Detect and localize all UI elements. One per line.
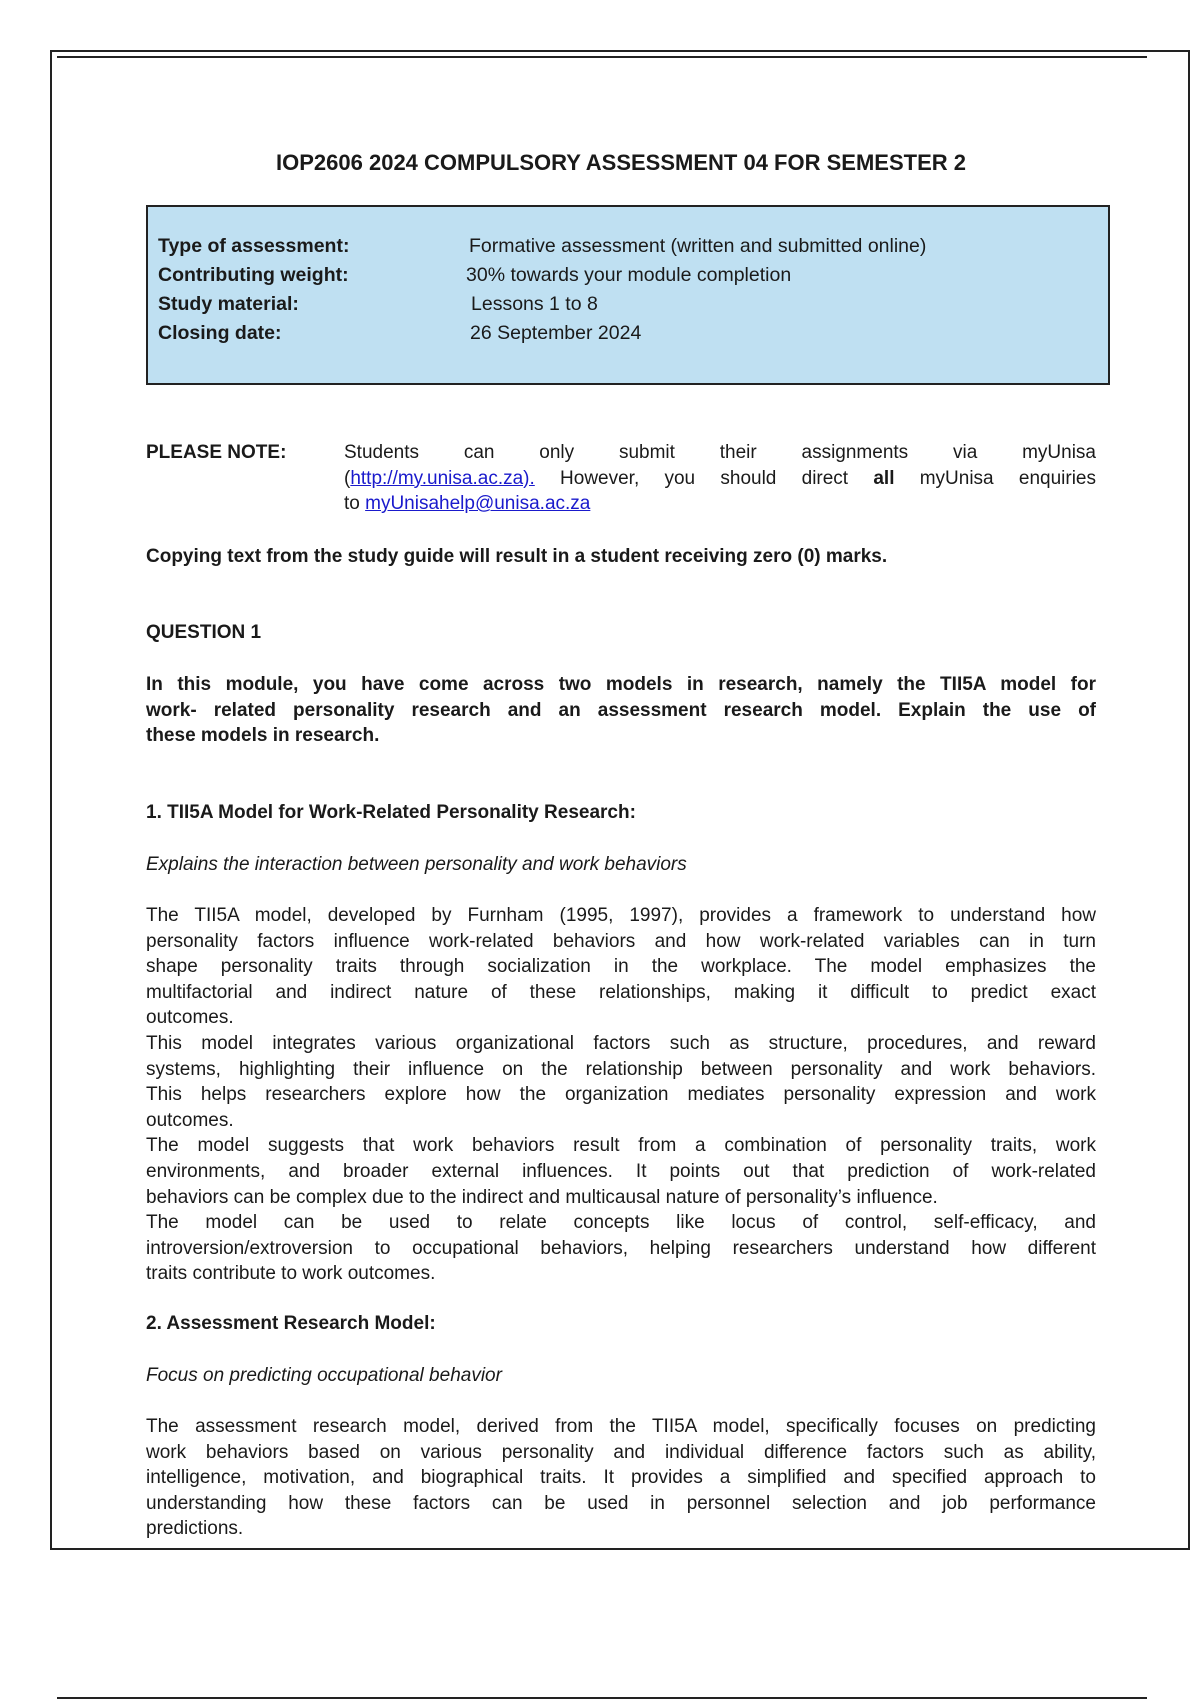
note-text-part: to <box>344 493 366 515</box>
copying-warning: Copying text from the study guide will result in a student receiving zero (0) marks. <box>146 546 888 567</box>
section2-body <box>146 1414 1096 1542</box>
section2-subtitle: Focus on predicting occupational behavior <box>146 1365 502 1386</box>
note-text <box>344 440 1096 517</box>
paragraph <box>146 903 1096 1031</box>
paragraph-line: The model suggests that work behaviors result from a combination of personality traits, work <box>146 1135 1096 1157</box>
paragraph-line: This model integrates various organizational factors such as structure, procedures, and reward <box>146 1032 1096 1054</box>
info-value: Lessons 1 to 8 <box>471 293 598 315</box>
info-label: Study material: <box>158 293 299 315</box>
note-text-part: However, you should direct <box>534 467 874 489</box>
info-row-weight <box>158 262 1058 288</box>
note-label: PLEASE NOTE: <box>146 442 287 463</box>
paragraph-line: multifactorial and indirect nature of these relationships, making it difficult to predict exact <box>146 981 1096 1003</box>
info-row-closing-date <box>158 320 1058 346</box>
paragraph <box>146 1414 1096 1542</box>
note-bold: all <box>873 467 895 489</box>
paragraph-line: shape personality traits through socialization in the workplace. The model emphasizes the <box>146 956 1096 978</box>
paragraph-line: understanding how these factors can be used in personnel selection and job performance <box>146 1492 1096 1514</box>
info-label: Contributing weight: <box>158 264 349 286</box>
paragraph-line: intelligence, motivation, and biographical traits. It provides a simplified and specified approach to <box>146 1467 1096 1489</box>
paragraph-line: The model can be used to relate concepts like locus of control, self-efficacy, and <box>146 1212 1096 1234</box>
info-value: 30% towards your module completion <box>466 264 792 286</box>
paragraph-line: work behaviors based on various personality and individual difference factors such as ability, <box>146 1441 1096 1463</box>
info-value: Formative assessment (written and submitted online) <box>469 235 927 257</box>
info-row-material <box>158 291 1058 317</box>
paragraph-line: predictions. <box>146 1518 244 1540</box>
info-label: Type of assessment: <box>158 235 350 257</box>
paragraph-line: systems, highlighting their influence on the relationship between personality and work behaviors. <box>146 1058 1096 1080</box>
info-value: 26 September 2024 <box>470 322 642 344</box>
info-row-type <box>158 233 1058 259</box>
paragraph <box>146 1031 1096 1133</box>
note-line: Students can only submit their assignments via myUnisa <box>344 442 1096 463</box>
note-line <box>344 466 1096 492</box>
paragraph-line: traits contribute to work outcomes. <box>146 1263 436 1285</box>
assessment-info-box <box>146 205 1110 385</box>
note-line <box>344 491 1096 517</box>
paragraph-line: In this module, you have come across two models in research, namely the TII5A model for <box>146 674 1096 695</box>
question-text <box>146 672 1096 749</box>
paragraph-line: The TII5A model, developed by Furnham (1995, 1997), provides a framework to understand how <box>146 905 1096 926</box>
section1-body <box>146 903 1096 1287</box>
bottom-rule <box>57 1697 1147 1699</box>
top-rule <box>57 56 1147 58</box>
paragraph <box>146 1133 1096 1210</box>
paragraph-line: behaviors can be complex due to the indirect and multicausal nature of personality’s influence. <box>146 1186 938 1208</box>
info-label: Closing date: <box>158 322 282 344</box>
paragraph-line: This helps researchers explore how the organization mediates personality expression and work <box>146 1084 1096 1106</box>
paragraph-line: personality factors influence work-related behaviors and how work-related variables can in turn <box>146 930 1096 952</box>
section2-heading: 2. Assessment Research Model: <box>146 1313 436 1334</box>
myunisa-link[interactable]: http://my.unisa.ac.za). <box>350 467 535 489</box>
paragraph <box>146 1210 1096 1287</box>
note-paren: ( <box>344 467 351 489</box>
question-heading: QUESTION 1 <box>146 622 262 643</box>
help-email-link[interactable]: myUnisahelp@unisa.ac.za <box>365 493 591 515</box>
paragraph-line: introversion/extroversion to occupational behaviors, helping researchers understand how different <box>146 1237 1096 1259</box>
section1-subtitle: Explains the interaction between personality and work behaviors <box>146 854 687 875</box>
paragraph-line: outcomes. <box>146 1109 234 1131</box>
paragraph-line: work- related personality research and an assessment research model. Explain the use of <box>146 699 1096 721</box>
note-text-part: myUnisa enquiries <box>894 467 1096 489</box>
paragraph-line: The assessment research model, derived from the TII5A model, specifically focuses on predicting <box>146 1416 1096 1437</box>
paragraph-line: environments, and broader external influences. It points out that prediction of work-related <box>146 1160 1096 1182</box>
paragraph-line: outcomes. <box>146 1007 234 1029</box>
section1-heading: 1. TII5A Model for Work-Related Personality Research: <box>146 802 636 823</box>
paragraph-line: these models in research. <box>146 725 380 747</box>
document-title: IOP2606 2024 COMPULSORY ASSESSMENT 04 FOR SEMESTER 2 <box>276 150 966 175</box>
